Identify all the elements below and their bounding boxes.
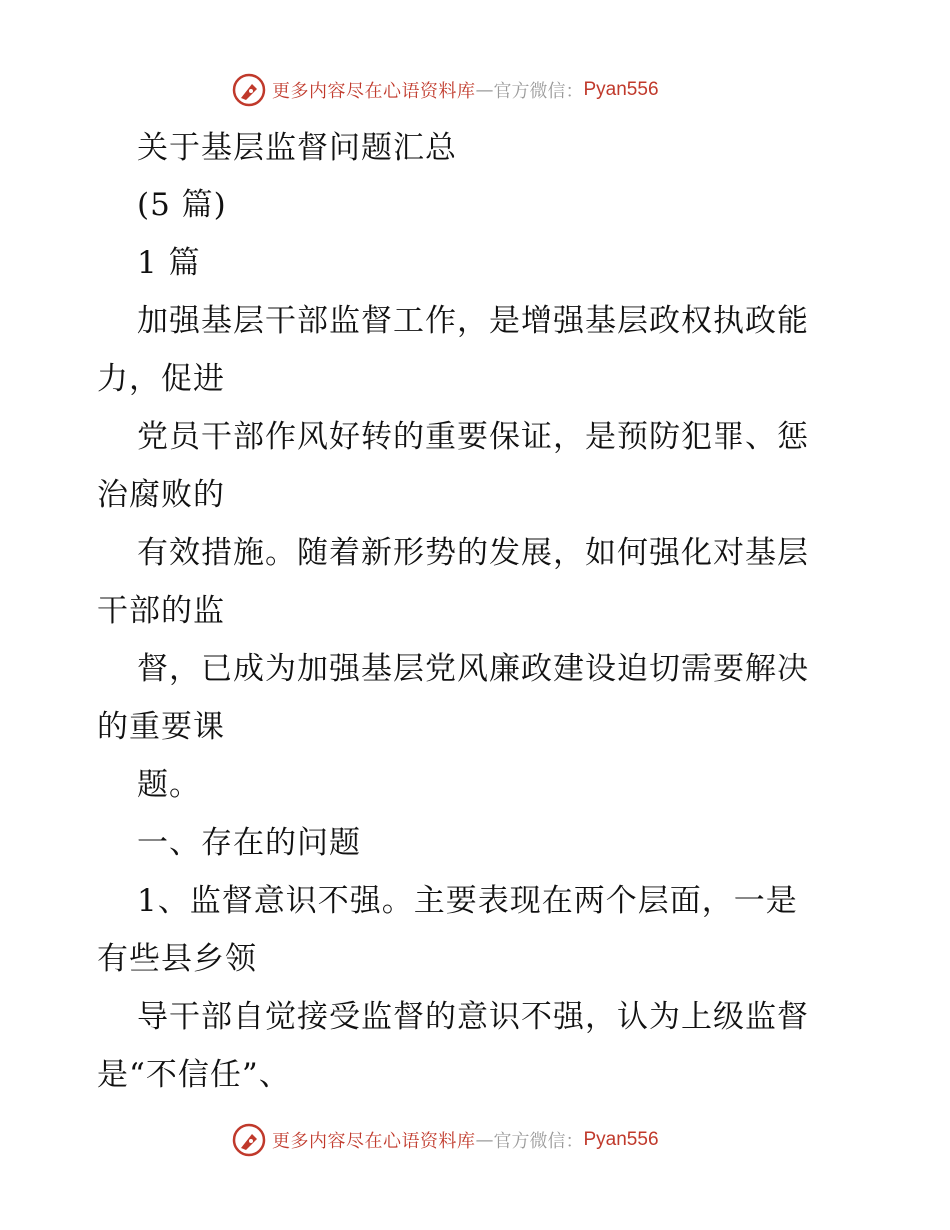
pen-nib-circle-icon	[232, 73, 266, 107]
watermark-main-text: 更多内容尽在心语资料库	[272, 1131, 476, 1152]
doc-section-label: 1 篇	[137, 245, 201, 281]
watermark-main-text: 更多内容尽在心语资料库	[272, 81, 476, 102]
watermark-wechat-label: 官方微信：	[493, 1131, 584, 1152]
doc-paragraph-line: 有些县乡领	[97, 941, 257, 977]
doc-paragraph-line: 的重要课	[97, 709, 225, 745]
header-watermark	[232, 70, 659, 110]
doc-paragraph-line: 党员干部作风好转的重要保证，是预防犯罪、惩	[137, 419, 809, 455]
watermark-wechat-id: Pyan556	[583, 1129, 659, 1150]
watermark-wechat-id: Pyan556	[583, 79, 659, 100]
doc-paragraph-line: 导干部自觉接受监督的意识不强，认为上级监督	[137, 999, 809, 1035]
doc-heading: 一、存在的问题	[137, 825, 361, 861]
doc-paragraph-line: 治腐败的	[97, 477, 225, 513]
doc-paragraph-line: 是“不信任”、	[97, 1057, 291, 1093]
doc-title: 关于基层监督问题汇总	[137, 130, 457, 166]
doc-paragraph-line: 1、监督意识不强。主要表现在两个层面，一是	[137, 883, 798, 919]
watermark-separator: —	[475, 1129, 494, 1151]
footer-watermark	[232, 1120, 659, 1160]
doc-paragraph-line: 督，已成为加强基层党风廉政建设迫切需要解决	[137, 651, 809, 687]
pen-nib-circle-icon	[232, 1123, 266, 1157]
doc-paragraph-line: 干部的监	[97, 593, 225, 629]
doc-subtitle-count: (5 篇)	[137, 187, 227, 223]
watermark-separator: —	[475, 79, 494, 101]
doc-paragraph-line: 题。	[137, 767, 201, 803]
doc-paragraph-line: 有效措施。随着新形势的发展，如何强化对基层	[137, 535, 809, 571]
doc-paragraph-line: 力，促进	[97, 361, 225, 397]
watermark-wechat-label: 官方微信：	[493, 81, 584, 102]
doc-paragraph-line: 加强基层干部监督工作，是增强基层政权执政能	[137, 303, 809, 339]
